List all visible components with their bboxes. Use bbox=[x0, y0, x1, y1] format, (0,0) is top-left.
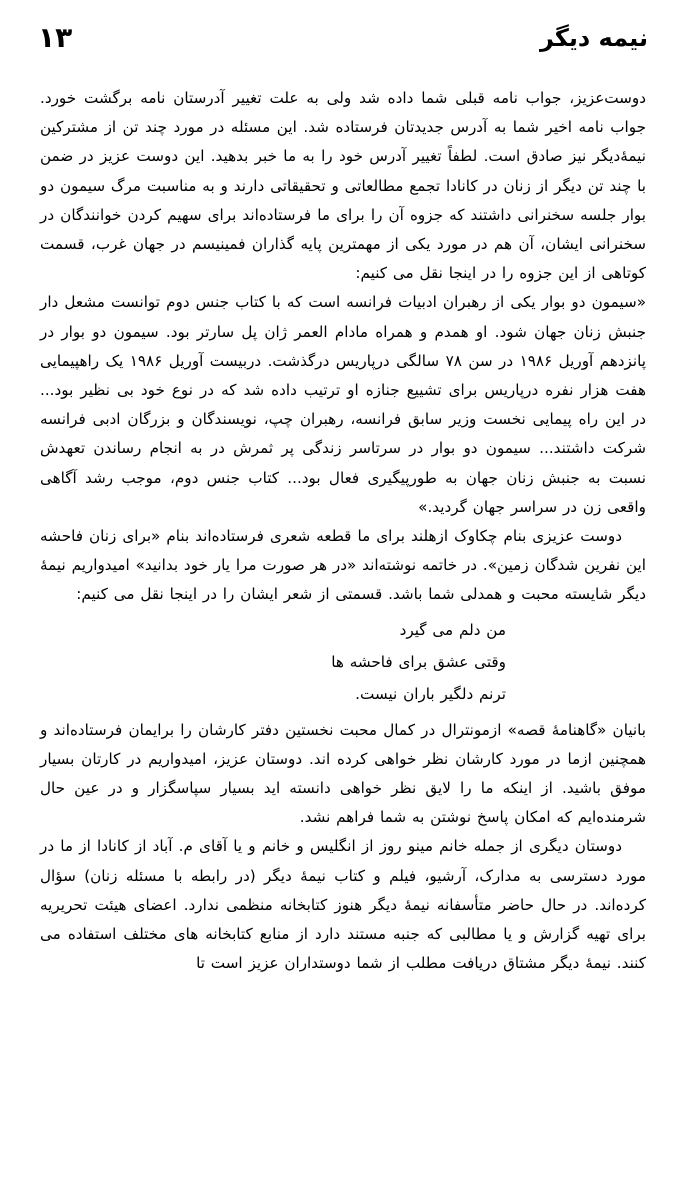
poem-line: وقتی عشق برای فاحشه ها bbox=[331, 652, 506, 671]
article-body bbox=[40, 84, 646, 978]
paragraph-library-request: دوستان دیگری از جمله خانم مینو روز از انگلیس و خانم و یا آقای م. آباد از کانادا از ما در مورد دسترسی به مدارک، آرشیو، فیلم و کتاب نیمهٔ دیگر (در رابطه با مسئله زنان) سؤال کرده‌اند. در حال حاضر متأسفانه نیمهٔ دیگر هنوز کتابخانه منظمی ندارد. اعضای هیئت تحریریه برای تهیه گزارش و یا مطالبی که جنبه مستند دارد از منابع کتابخانه های مختلف استفاده می کنند. نیمهٔ دیگر مشتاق دریافت مطلب از شما دوستداران عزیز است تا bbox=[40, 837, 646, 973]
paragraph-beauvoir-quote: «سیمون دو بوار یکی از رهبران ادبیات فرانسه است که با کتاب جنس دوم توانست مشعل دار جنبش زنان جهان شود. او همدم و همراه مادام العمر ژان پل سارتر بود. سیمون دو بوار در پانزدهم آوریل ۱۹۸۶ در سن ۷۸ سالگی درپاریس درگذشت. دربیست آوریل ۱۹۸۶ یک راهپیمایی هفت هزار نفره درپاریس برای تشییع جنازه او ترتیب داده شد که در نوع خود بی نظیر بود... در این راه پیمایی نخست وزیر سابق فرانسه، رهبران چپ، نویسندگان و بزرگان ادبی فرانسه شرکت داشتند... سیمون دو بوار در سرتاسر زندگی پر ثمرش در به انجام رساندن تعهدش نسبت به جنبش زنان جهان به طورپیگیری فعال بود... کتاب جنس دوم، موجب رشد آگاهی واقعی زن در سراسر جهان گردید.» bbox=[40, 293, 647, 516]
poem-line: ترنم دلگیر باران نیست. bbox=[355, 684, 506, 703]
paragraph-address-change: دوست‌عزیز، جواب نامه قبلی شما داده شد ولی به علت تغییر آدرستان نامه برگشت خورد. جواب نامه اخیر شما به آدرس جدیدتان فرستاده شد. این مسئله در مورد چند تن از مشترکین نیمهٔ‌دیگر نیز صادق است. لطفاً تغییر آدرس خود را به ما خبر بدهید. این دوست عزیز در ضمن با چند تن دیگر از زنان در کانادا تجمع مطالعاتی و تحقیقاتی دارند و به مناسبت مرگ سیمون دو بوار جلسه سخنرانی داشتند که جزوه آن را برای ما فرستاده‌اند برای سهیم کردن خوانندگان در سخنرانی ایشان، آن هم در مورد یکی از مهمترین پایه گذاران فمینیسم در جهان غرب، قسمت کوتاهی از این جزوه را در اینجا نقل می کنیم: bbox=[40, 89, 646, 283]
paragraph-qesseh-journal: بانیان «گاهنامهٔ قصه» ازمونترال در کمال محبت نخستین دفتر کارشان را برایمان فرستاده‌اند و همچنین ازما در مورد کارشان نظر خواهی کرده اند. دوستان عزیز، امیدواریم در کارتان بسیار موفق باشید. از اینکه ما را لایق نظر خواهی دانسته اید بسیار سپاسگزار و در عین حال شرمنده‌ایم که امکان پاسخ نوشتن به شما فراهم نشد. bbox=[40, 720, 646, 827]
page-header bbox=[38, 20, 648, 60]
poem-line: من دلم می گیرد bbox=[399, 620, 506, 639]
page-number: ۱۳ bbox=[38, 21, 73, 54]
paragraph-chakavak-poem-intro: دوست عزیزی بنام چکاوک ازهلند برای ما قطعه شعری فرستاده‌اند بنام «برای زنان فاحشه این نفرین شدگان زمین». در خاتمه نوشته‌اند «در هر صورت مرا یار خود بدانید» امیدواریم نیمهٔ دیگر شایسته محبت و همدلی شما باشد. قسمتی از شعر ایشان را در اینجا نقل می کنیم: bbox=[40, 527, 646, 604]
poem-excerpt bbox=[40, 614, 646, 710]
running-title: نیمه دیگر bbox=[539, 24, 648, 52]
